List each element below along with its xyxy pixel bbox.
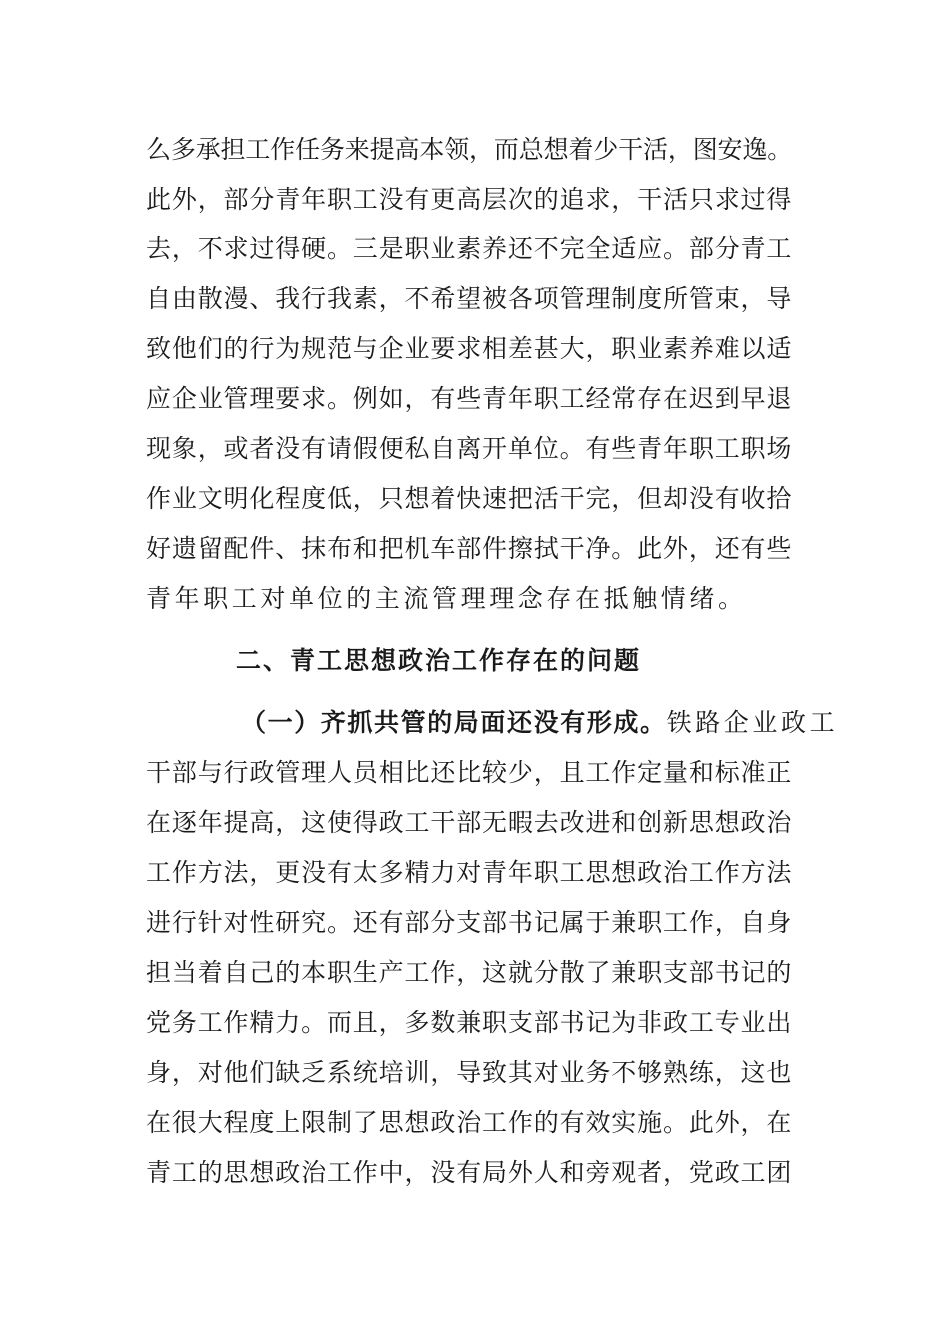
body-text-line: 去，不求过得硬。三是职业素养还不完全适应。部分青工: [146, 234, 793, 263]
subsection-heading: （一）齐抓共管的局面还没有形成。: [241, 708, 667, 737]
body-text-line: 青工的思想政治工作中，没有局外人和旁观者，党政工团: [146, 1158, 793, 1187]
body-text-line: 致他们的行为规范与企业要求相差甚大，职业素养难以适: [146, 334, 793, 363]
body-text-line: 么多承担工作任务来提高本领，而总想着少干活，图安逸。: [146, 135, 793, 164]
body-text-line: 此外，部分青年职工没有更高层次的追求，干活只求过得: [146, 185, 793, 214]
body-text-line: 工作方法，更没有太多精力对青年职工思想政治工作方法: [146, 858, 793, 887]
body-text-line: 进行针对性研究。还有部分支部书记属于兼职工作，自身: [146, 908, 793, 937]
section-heading: 二、青工思想政治工作存在的问题: [236, 646, 642, 675]
body-text-line: 党务工作精力。而且，多数兼职支部书记为非政工专业出: [146, 1008, 793, 1037]
body-text-line: 现象，或者没有请假便私自离开单位。有些青年职工职场: [146, 434, 793, 463]
body-text-line: 好遗留配件、抹布和把机车部件擦拭干净。此外，还有些: [146, 534, 793, 563]
subsection-first-line-text: 铁路企业政工: [666, 708, 839, 737]
body-text-line: 在很大程度上限制了思想政治工作的有效实施。此外，在: [146, 1108, 793, 1137]
subsection-first-line: [241, 703, 891, 743]
body-text-line: 干部与行政管理人员相比还比较少，且工作定量和标准正: [146, 758, 793, 787]
body-text-line: 青年职工对单位的主流管理理念存在抵触情绪。: [146, 584, 747, 613]
body-text-line: 作业文明化程度低，只想着快速把活干完，但却没有收拾: [146, 484, 793, 513]
body-text-line: 担当着自己的本职生产工作，这就分散了兼职支部书记的: [146, 958, 793, 987]
body-text-line: 自由散漫、我行我素，不希望被各项管理制度所管束，导: [146, 284, 793, 313]
body-text-line: 在逐年提高，这使得政工干部无暇去改进和创新思想政治: [146, 808, 793, 837]
body-text-line: 身，对他们缺乏系统培训，导致其对业务不够熟练，这也: [146, 1058, 793, 1087]
body-text-line: 应企业管理要求。例如，有些青年职工经常存在迟到早退: [146, 384, 793, 413]
